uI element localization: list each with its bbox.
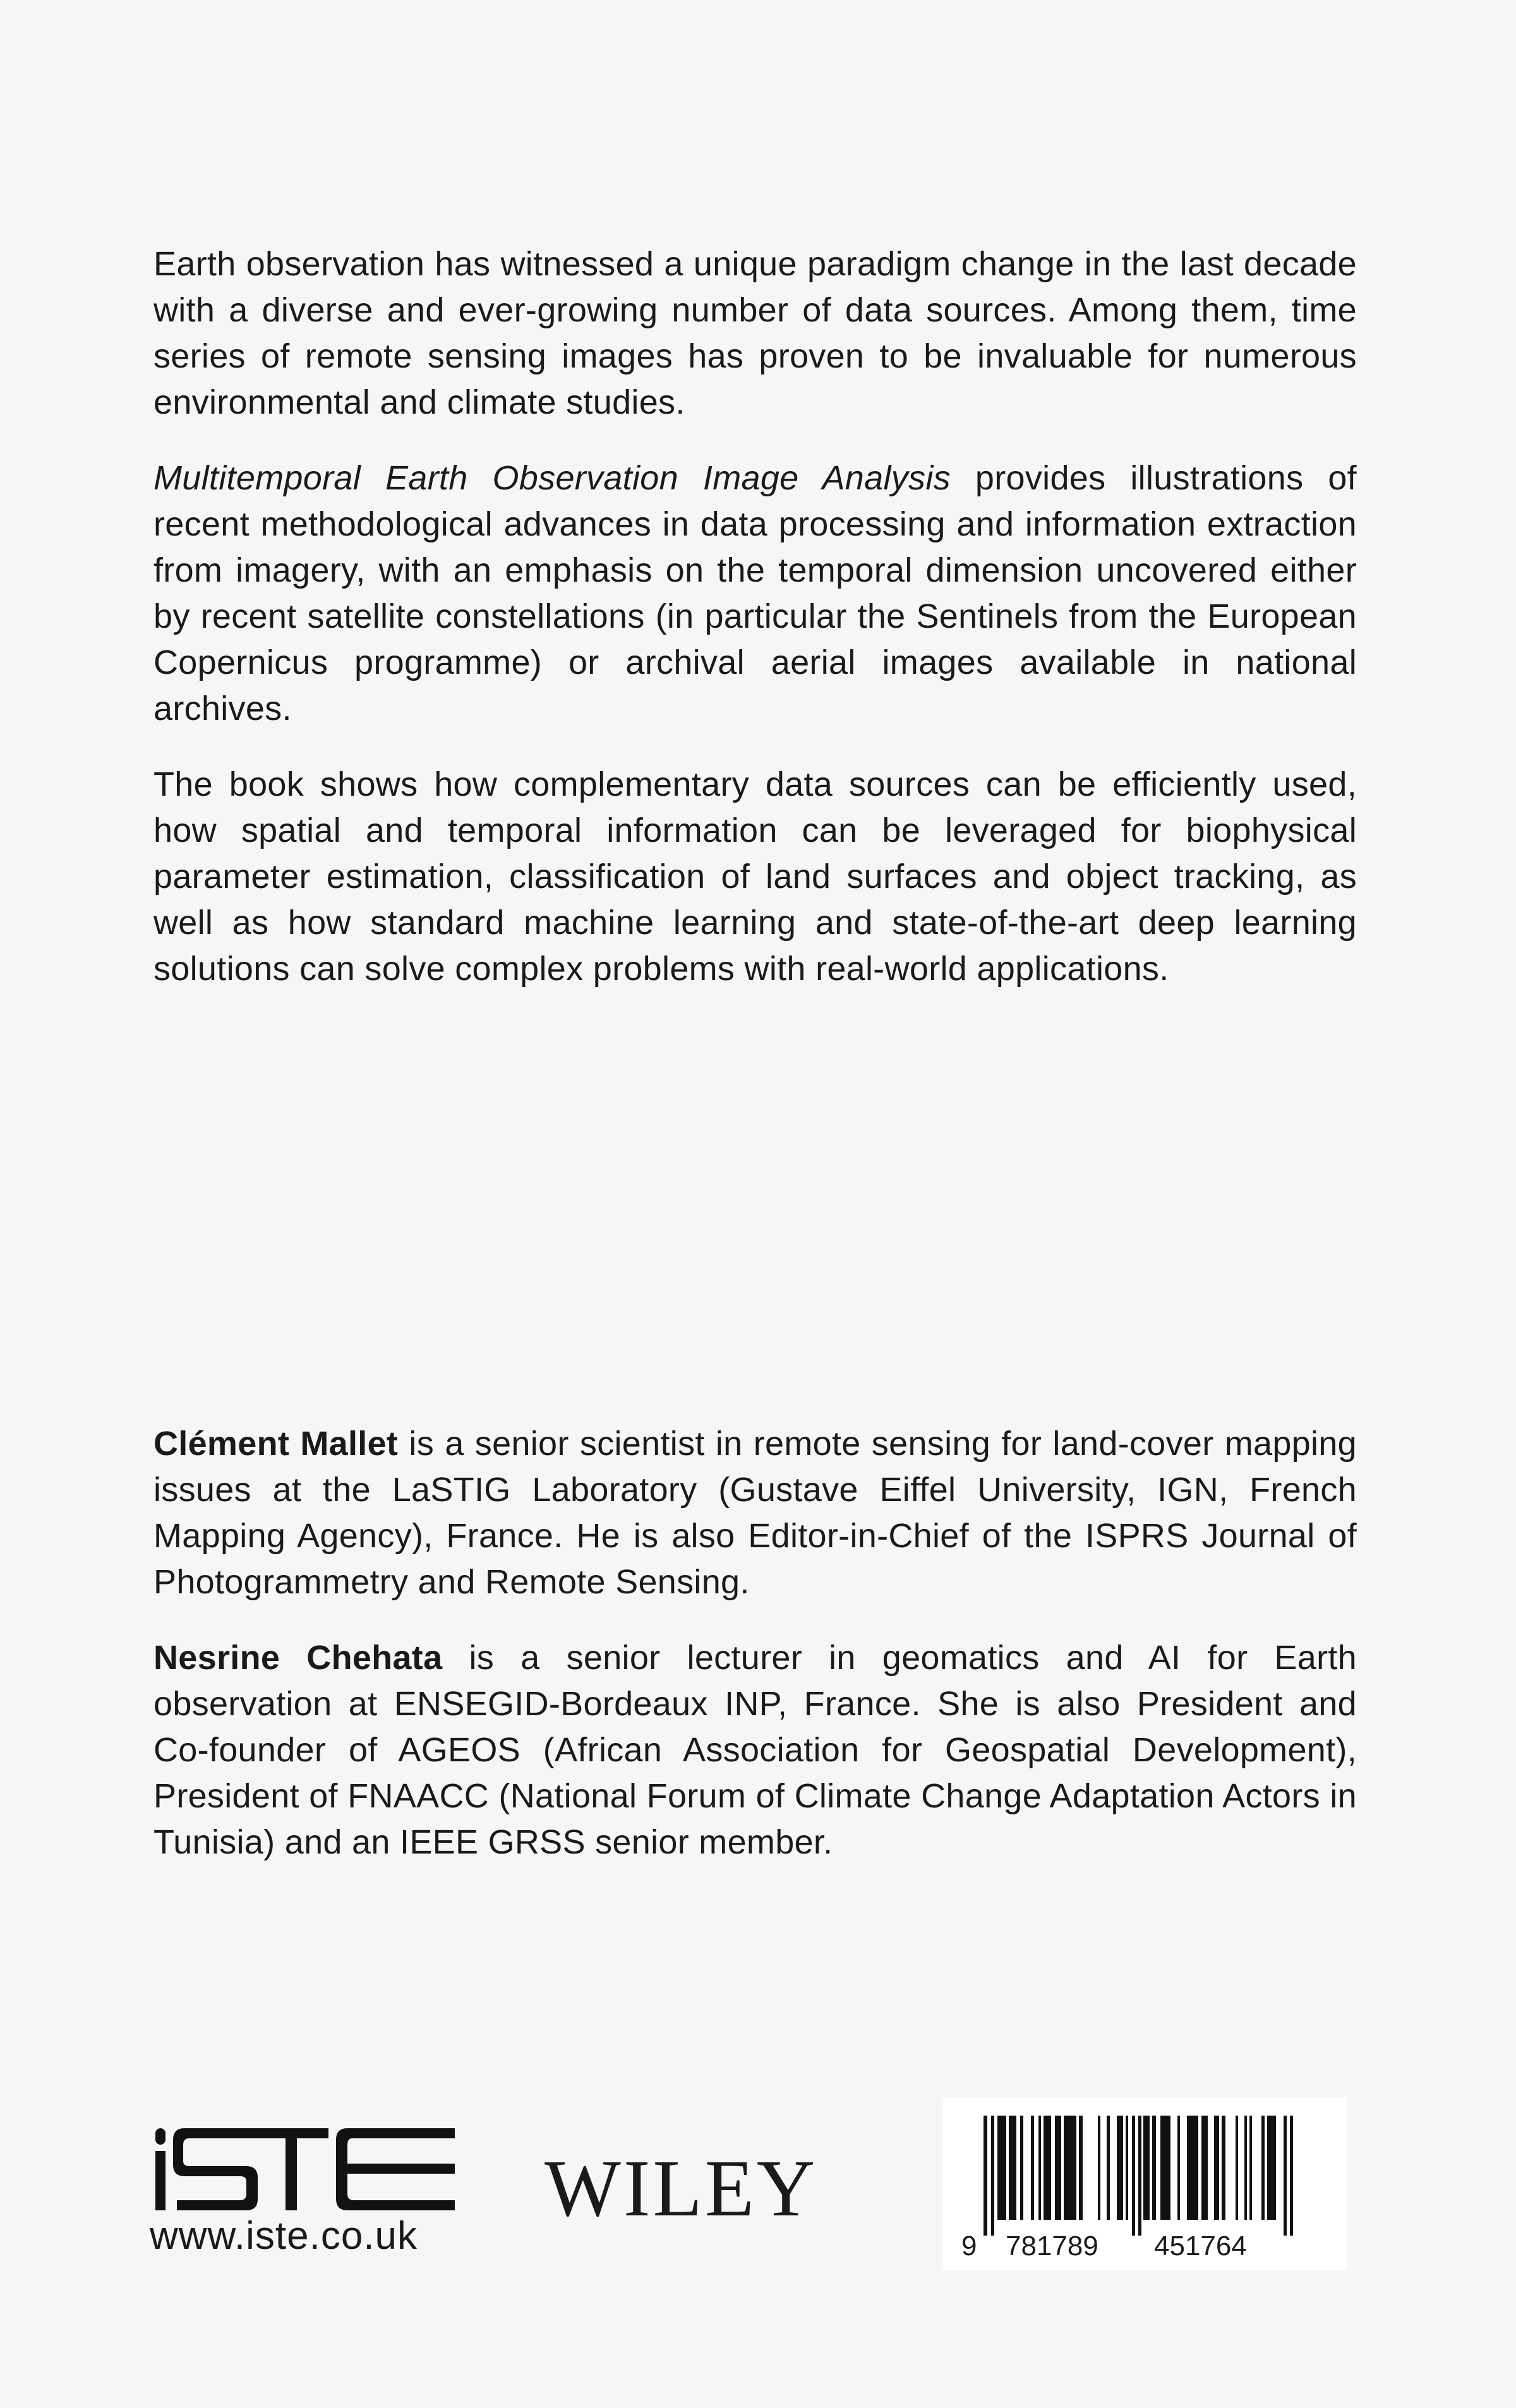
isbn-barcode [942, 2097, 1347, 2270]
publisher-footer [0, 2090, 1516, 2280]
description-paragraph-3: The book shows how complementary data sources can be efficiently used, how spatial and temporal information can be leveraged for biophysical parameter estimation, classification of land surfaces and object tracking, as well as how standard machine learning and state-of-the-art deep learning solutions can solve complex problems with real-world applications. [153, 765, 1357, 988]
barcode-group-2: 451764 [1154, 2231, 1247, 2261]
author-bio-text: is a senior lecturer in geomatics and AI for Earth observation at ENSEGID-Bordeaux INP, France. She is also President and Co-founder of AGEOS (African Association for Geospatial Development), President of FNAACC (National Forum of Climate Change Adaptation Actors in Tunisia) and an IEEE GRSS senior member. [153, 1639, 1357, 1861]
wiley-logo: WILEY [544, 2143, 818, 2233]
iste-website-link[interactable]: www.iste.co.uk [150, 2214, 418, 2258]
iste-logo-icon [152, 2128, 455, 2210]
author-bio-text: is a senior scientist in remote sensing for land-cover mapping issues at the LaSTIG Laboratory (Gustave Eiffel University, IGN, French Mapping Agency), France. He is also Editor-in-Chief of the ISPRS Journal of Photogrammetry and Remote Sensing. [153, 1425, 1357, 1601]
author-name: Clément Mallet [153, 1425, 399, 1463]
author-bio-2 [153, 1635, 1357, 1866]
barcode-icon [942, 2097, 1347, 2270]
barcode-lead-digit: 9 [961, 2231, 977, 2261]
book-title: Multitemporal Earth Observation Image Analysis [153, 459, 951, 497]
barcode-group-1: 781789 [1006, 2231, 1098, 2261]
author-bios [153, 1421, 1357, 1895]
description-paragraph-1: Earth observation has witnessed a unique paradigm change in the last decade with a diverse and ever-growing number of data sources. Among them, time series of remote sensing images has proven to be invaluable for numerous environmental and climate studies. [153, 245, 1357, 421]
description-paragraph-2-text: provides illustrations of recent methodological advances in data processing and information extraction from imagery, with an emphasis on the temporal dimension uncovered either by recent satellite constellations (in particular the Sentinels from the European Copernicus programme) or archival aerial images available in national archives. [153, 459, 1357, 728]
description-paragraph-2 [153, 455, 1357, 732]
author-name: Nesrine Chehata [153, 1639, 443, 1677]
author-bio-1 [153, 1421, 1357, 1605]
book-description [153, 241, 1357, 1022]
